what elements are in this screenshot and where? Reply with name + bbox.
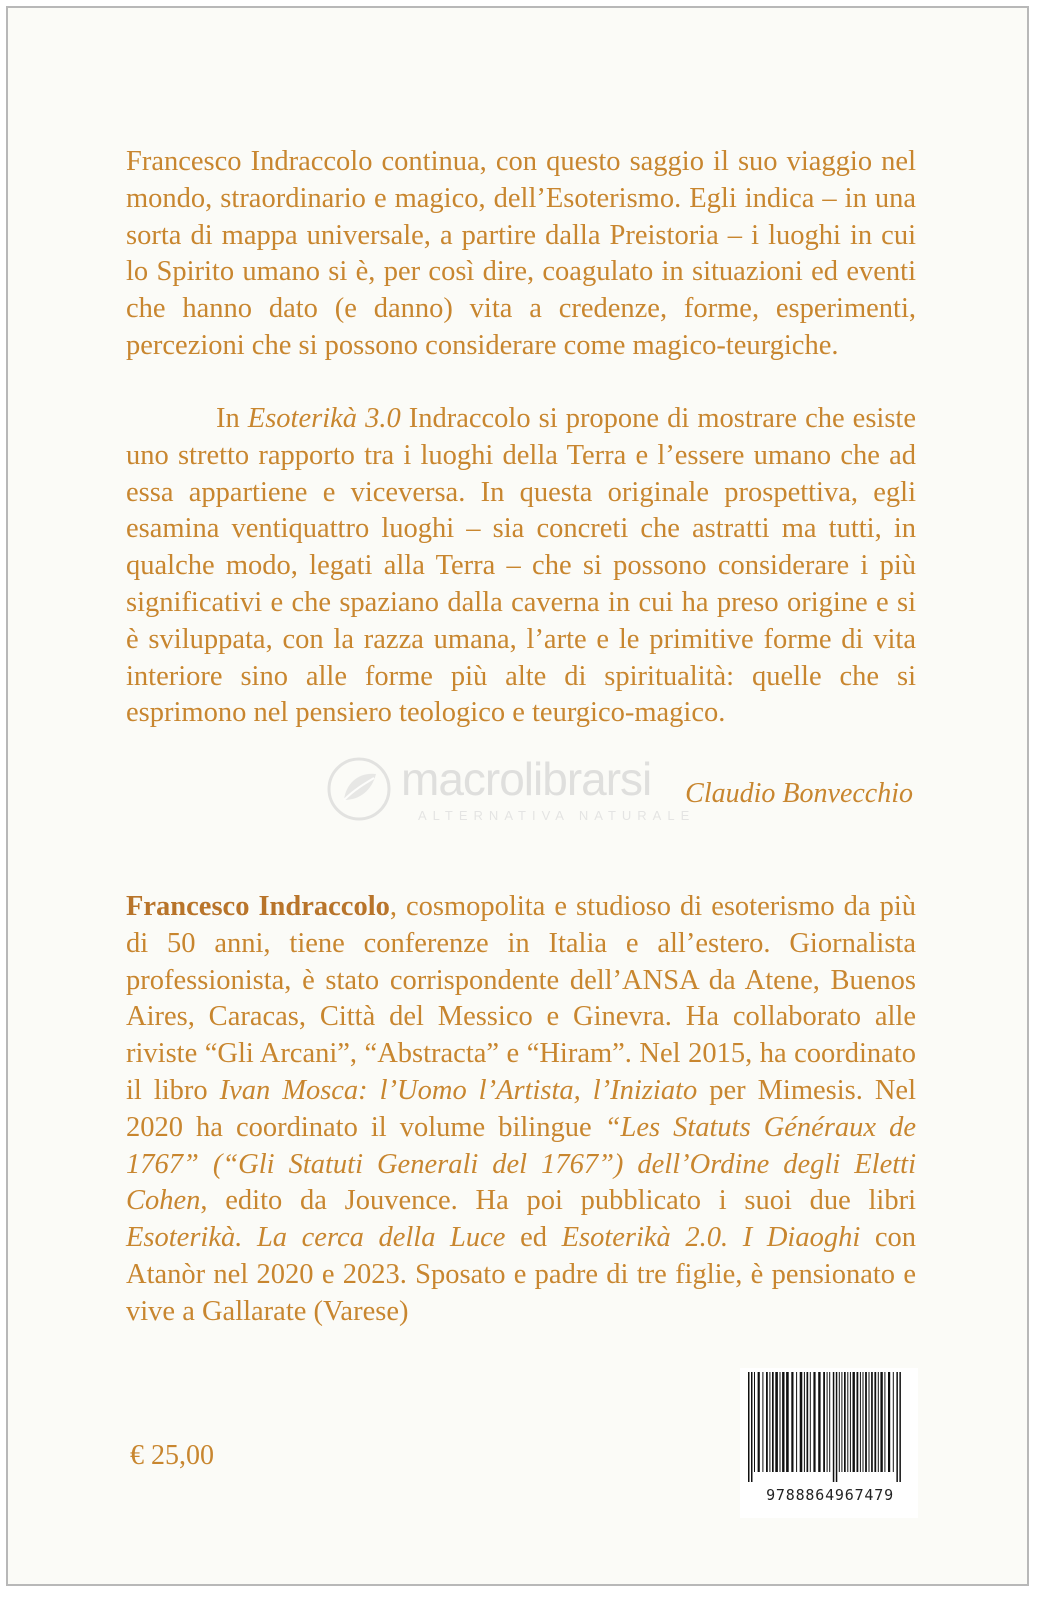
barcode-bar: [896, 1372, 898, 1482]
barcode-bars: [746, 1372, 912, 1482]
blurb-text-start: In: [216, 403, 248, 434]
barcode-bar: [813, 1372, 815, 1472]
barcode-bar: [800, 1372, 803, 1472]
leaf-logo-icon: [326, 756, 392, 822]
barcode-bar: [804, 1372, 805, 1472]
barcode-bar: [772, 1372, 774, 1472]
bio-text-4: ed: [505, 1222, 562, 1254]
barcode-bar: [888, 1372, 890, 1472]
barcode-bar: [780, 1372, 781, 1472]
isbn-number: 9788864967479: [766, 1486, 894, 1504]
barcode-bar: [762, 1372, 763, 1472]
barcode-bar: [869, 1372, 870, 1472]
barcode-bar: [786, 1372, 789, 1472]
watermark: [326, 746, 726, 836]
barcode-bar: [841, 1372, 842, 1472]
barcode-bar: [871, 1372, 873, 1472]
barcode-bar: [782, 1372, 784, 1472]
barcode-bar: [796, 1372, 797, 1472]
barcode-bar: [865, 1372, 867, 1472]
barcode-bar: [758, 1372, 760, 1472]
barcode-bar: [775, 1372, 778, 1472]
barcode-bar: [748, 1372, 750, 1482]
barcode-bar: [766, 1372, 768, 1472]
barcode-bar: [810, 1372, 811, 1472]
barcode-bar: [791, 1372, 793, 1472]
barcode-bar: [874, 1372, 876, 1472]
blurb-text-rest: Indraccolo si propone di mostrare che esiste uno stretto rapporto tra i luoghi della Terra e l’essere umano che ad essa appartiene e viceversa. In questa originale prospettiva, egli esamina ventiquattro luoghi – sia concreti che astratti ma tutti, in qualche modo, legati alla Terra – che si possono considerare i più significativi e che spaziano dalla caverna in cui ha preso origine e si è sviluppata, con la razza umana, l’arte e le primitive forme di vita interiore sino alle forme più alte di spiritualità: quelle che si esprimono nel pensiero teologico e teurgico-magico.: [126, 403, 916, 729]
barcode-bar: [818, 1372, 820, 1472]
author-bio: [126, 889, 916, 1331]
author-name: Francesco Indraccolo: [126, 891, 390, 922]
barcode: [740, 1368, 918, 1518]
barcode-bar: [754, 1372, 755, 1472]
barcode-bar: [863, 1372, 864, 1472]
barcode-bar: [850, 1372, 851, 1472]
watermark-name: macrolibrarsi: [401, 753, 652, 805]
blurb-paragraph-1: Francesco Indraccolo continua, con questo saggio il suo viaggio nel mondo, straordinario e magico, dell’Esoterismo. Egli indica – in una sorta di mappa universale, a partire dalla Preistoria – i luoghi in cui lo Spirito umano si è, per così dire, coagulato in situazioni ed eventi che hanno dato (e danno) vita a credenze, forme, esperimenti, percezioni che si possono considerare come magico-teurgiche.: [126, 146, 916, 361]
barcode-bar: [847, 1372, 848, 1472]
barcode-bar: [807, 1372, 809, 1472]
barcode-bar: [829, 1372, 830, 1472]
barcode-bar: [844, 1372, 846, 1472]
barcode-bar: [878, 1372, 879, 1472]
barcode-bar: [899, 1372, 901, 1482]
barcode-bar: [751, 1372, 753, 1482]
bio-text-5: con Atanòr nel 2020 e 2023. Sposato e padre di tre figlie, è pensionato e vive a Gallarate (Varese): [126, 1222, 916, 1327]
barcode-bar: [839, 1372, 840, 1472]
barcode-bar: [853, 1372, 855, 1472]
bio-book-2: “Les Statuts Généraux de 1767” (“Gli Statuti Generali del 1767”) dell’Ordine degli Eletti Cohen: [126, 1111, 916, 1217]
barcode-bar: [857, 1372, 859, 1472]
watermark-tagline: ALTERNATIVA NATURALE: [418, 808, 696, 823]
blurb-signature: Claudio Bonvecchio: [685, 778, 913, 809]
barcode-bar: [884, 1372, 885, 1472]
bio-text-1: , cosmopolita e studioso di esoterismo da più di 50 anni, tiene conferenze in Italia e all’estero. Giornalista professionista, è stato corrispondente dell’ANSA da Atene, Buenos Aires, Caracas, Città del Messico e Ginevra. Ha collaborato alle riviste “Gli Arcani”, “Abstracta” e “Hiram”. Nel 2015, ha coordinato il libro: [126, 891, 916, 1106]
barcode-bar: [836, 1372, 838, 1482]
barcode-bar: [833, 1372, 835, 1482]
book-back-cover: [6, 6, 1029, 1586]
price-label: € 25,00: [130, 1440, 214, 1471]
bio-book-3: Esoterikà. La cerca della Luce: [126, 1222, 506, 1254]
barcode-bar: [769, 1372, 770, 1472]
barcode-bar: [860, 1372, 861, 1472]
barcode-bar: [880, 1372, 882, 1472]
barcode-bar: [823, 1372, 825, 1472]
bio-text-2: per Mimesis. Nel 2020 ha coordinato il volume bilingue: [126, 1074, 916, 1143]
bio-book-1: Ivan Mosca: l’Uomo l’Artista, l’Iniziato: [219, 1074, 698, 1106]
book-title: Esoterikà 3.0: [247, 403, 401, 434]
bio-text-3: , edito da Jouvence. Ha poi pubblicato i suoi due libri: [200, 1185, 916, 1217]
bio-book-4: Esoterikà 2.0. I Diaoghi: [561, 1222, 861, 1254]
barcode-bar: [893, 1372, 894, 1472]
blurb-paragraph-2: [126, 401, 916, 732]
barcode-bar: [827, 1372, 828, 1472]
